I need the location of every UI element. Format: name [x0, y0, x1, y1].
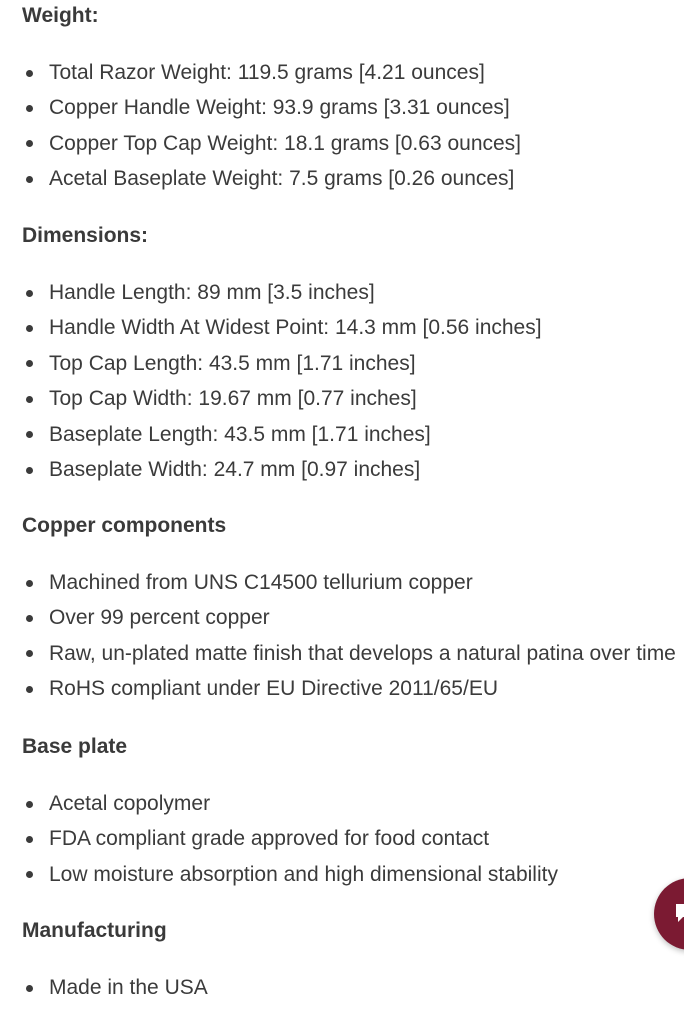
list-item-text: Acetal Baseplate Weight: 7.5 grams [0.26 ounces]	[49, 167, 515, 191]
list-item-text: Handle Length: 89 mm [3.5 inches]	[49, 281, 375, 304]
list-item	[0, 821, 684, 856]
list-item-text: Machined from UNS C14500 tellurium copper	[49, 571, 473, 594]
bullet-icon	[26, 140, 33, 147]
list-item	[0, 55, 684, 90]
list-item	[0, 600, 684, 635]
bullet-icon	[26, 176, 33, 183]
list-item	[0, 126, 684, 161]
bullet-icon	[26, 801, 33, 808]
list-item	[0, 671, 684, 706]
chat-bubble-icon	[674, 902, 684, 926]
list-item-text: Acetal copolymer	[49, 792, 211, 815]
bullet-icon	[26, 985, 33, 992]
bullet-icon	[26, 396, 33, 403]
list-item-text: Baseplate Length: 43.5 mm [1.71 inches]	[49, 422, 431, 446]
list-item	[0, 346, 684, 381]
list-item-text: Copper Handle Weight: 93.9 grams [3.31 ounces]	[49, 96, 510, 120]
list-item	[0, 310, 684, 345]
list-item	[0, 417, 684, 452]
list-item-text: Over 99 percent copper	[49, 606, 270, 630]
bullet-icon	[26, 431, 33, 438]
list-item-text: Top Cap Length: 43.5 mm [1.71 inches]	[49, 351, 416, 375]
manufacturing-list	[0, 970, 684, 1005]
dimensions-list	[0, 275, 684, 487]
section-heading-copper-components: Copper components	[22, 514, 227, 537]
bullet-icon	[26, 105, 33, 112]
copper-components-list	[0, 565, 684, 707]
list-item	[0, 636, 684, 671]
list-item	[0, 275, 684, 310]
list-item-text: Baseplate Width: 24.7 mm [0.97 inches]	[49, 457, 421, 481]
list-item	[0, 381, 684, 416]
list-item-text: FDA compliant grade approved for food contact	[49, 827, 490, 851]
bullet-icon	[26, 686, 33, 693]
section-heading-base-plate: Base plate	[22, 735, 128, 758]
list-item-text: Copper Top Cap Weight: 18.1 grams [0.63 ounces]	[49, 131, 522, 155]
list-item	[0, 161, 684, 196]
list-item	[0, 452, 684, 487]
bullet-icon	[26, 871, 33, 878]
list-item-text: Handle Width At Widest Point: 14.3 mm [0.56 inches]	[49, 316, 542, 340]
list-item-text: Raw, un-plated matte finish that develops a natural patina over time	[49, 641, 676, 665]
bullet-icon	[26, 615, 33, 622]
bullet-icon	[26, 360, 33, 367]
section-heading-dimensions: Dimensions:	[22, 224, 149, 247]
bullet-icon	[26, 580, 33, 587]
section-heading-manufacturing: Manufacturing	[22, 919, 167, 942]
bullet-icon	[26, 290, 33, 297]
bullet-icon	[26, 325, 33, 332]
list-item	[0, 970, 684, 1005]
list-item-text: Made in the USA	[49, 976, 208, 999]
list-item	[0, 90, 684, 125]
list-item-text: RoHS compliant under EU Directive 2011/65/EU	[49, 677, 498, 701]
list-item	[0, 857, 684, 892]
bullet-icon	[26, 70, 33, 77]
list-item-text: Top Cap Width: 19.67 mm [0.77 inches]	[49, 387, 417, 411]
list-item-text: Low moisture absorption and high dimensional stability	[49, 862, 558, 886]
bullet-icon	[26, 467, 33, 474]
bullet-icon	[26, 650, 33, 657]
list-item	[0, 786, 684, 821]
list-item-text: Total Razor Weight: 119.5 grams [4.21 ounces]	[49, 61, 485, 84]
weight-list	[0, 55, 684, 197]
section-heading-weight: Weight:	[22, 4, 99, 27]
bullet-icon	[26, 836, 33, 843]
list-item	[0, 565, 684, 600]
base-plate-list	[0, 786, 684, 892]
